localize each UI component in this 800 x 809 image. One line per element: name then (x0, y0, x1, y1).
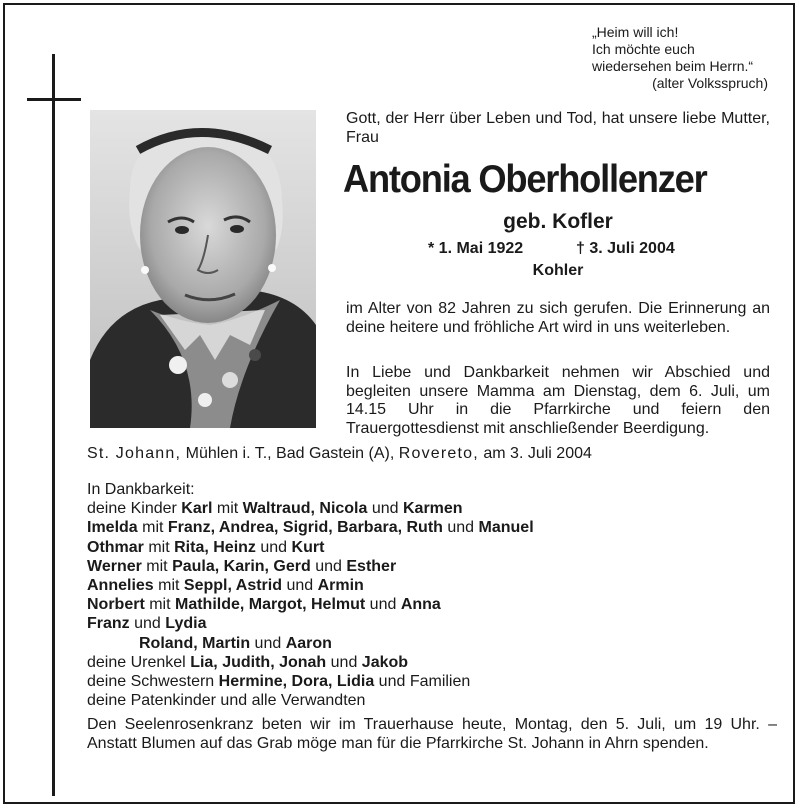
mourners-row (87, 614, 777, 633)
great-grandchildren-row (87, 653, 777, 672)
mourner-name: Mathilde, Margot, Helmut (175, 596, 366, 614)
mourners-row (87, 538, 777, 557)
mourner-name: Othmar (87, 538, 144, 556)
connector-text: und (365, 596, 401, 614)
mourners-row (87, 557, 777, 576)
mourner-name: Annelies (87, 577, 154, 595)
mourners-row (87, 634, 777, 653)
notice-date: am 3. Juli 2004 (483, 445, 592, 462)
connector-text: und (255, 538, 292, 556)
birth-date: * 1. Mai 1922 (428, 240, 524, 257)
place-muehlen: Mühlen i. T., Bad Gastein (A), (185, 445, 395, 462)
connector-text: und (326, 653, 362, 671)
mourner-name: Jakob (361, 653, 409, 671)
mourners-row (87, 518, 777, 537)
mourner-name: Manuel (478, 519, 534, 537)
mourner-name: Franz (87, 615, 130, 633)
mourner-name: Waltraud, Nicola (242, 500, 368, 518)
mourner-name: Werner (87, 557, 142, 575)
body-text-2: In Liebe und Dankbarkeit nehmen wir Abschied und begleiten unsere Mamma am Dienstag, dem 6. Juli, um 14.15 Uhr in die Pfarrkirche und feiern den Trauergottesdienst mit anschließender Beerdigung. (346, 364, 770, 437)
intro-text: Gott, der Herr über Leben und Tod, hat unsere liebe Mutter, Frau (346, 110, 770, 146)
connector-text: mit (144, 596, 175, 614)
portrait-photo-image (90, 110, 316, 428)
mourner-name: Esther (346, 557, 397, 575)
mourner-name: Karmen (403, 500, 463, 518)
cross-icon-horizontal (27, 98, 81, 101)
great-grandchildren-prefix: deine Urenkel (87, 653, 186, 671)
mourners-row (87, 595, 777, 614)
mourner-name: Rita, Heinz (174, 538, 256, 556)
connector-text: mit (141, 557, 173, 575)
mourner-name: Karl (181, 500, 213, 518)
connector-text: mit (212, 500, 243, 518)
connector-text: mit (153, 577, 184, 595)
portrait-photo (90, 110, 316, 428)
sisters-prefix: deine Schwestern (87, 673, 215, 691)
quote-line: Ich möchte euch (592, 41, 695, 57)
mourner-name: Franz, Andrea, Sigrid, Barbara, Ruth (167, 519, 443, 537)
mourner-name: Paula, Karin, Gerd (172, 557, 311, 575)
children-prefix: deine Kinder (87, 500, 177, 518)
maiden-name: geb. Kofler (503, 210, 613, 233)
mourners-heading: In Dankbarkeit: (87, 481, 195, 498)
house-name: Kohler (532, 262, 584, 279)
place-and-date (87, 445, 787, 463)
quote-source: (alter Volksspruch) (652, 75, 768, 91)
connector-text: und (129, 615, 166, 633)
closing-text: Den Seelenrosenkranz beten wir im Trauerhause heute, Montag, den 5. Juli, um 19 Uhr. – Anstatt Blumen auf das Grab möge man für die Pfarrkirche St. Johann in Ahrn spenden. (87, 716, 777, 752)
mourners-row (87, 576, 777, 595)
place-rovereto: Rovereto, (398, 445, 479, 462)
connector-text: und (310, 557, 347, 575)
connector-text: und (442, 519, 479, 537)
deceased-name: Antonia Oberhollenzer (343, 158, 707, 201)
mourner-name: Roland, Martin (139, 634, 251, 652)
mourners-list (87, 480, 777, 710)
connector-text: mit (143, 538, 175, 556)
sisters-row (87, 672, 777, 691)
mourner-name: Armin (317, 577, 364, 595)
mourner-name: Norbert (87, 596, 145, 614)
quote-line: „Heim will ich! (592, 24, 679, 40)
mourner-name: Seppl, Astrid (183, 577, 282, 595)
mourner-name: Lia, Judith, Jonah (190, 653, 327, 671)
mourner-name: Hermine, Dora, Lidia (218, 673, 375, 691)
epigraph-quote (592, 24, 782, 92)
cross-icon-vertical (52, 54, 55, 796)
death-date: † 3. Juli 2004 (576, 240, 675, 257)
place-st-johann: St. Johann, (87, 445, 182, 462)
godchildren-row: deine Patenkinder und alle Verwandten (87, 692, 366, 710)
connector-text: und (282, 577, 318, 595)
mourner-name: Aaron (285, 634, 332, 652)
body-text-1: im Alter von 82 Jahren zu sich gerufen. Die Erinnerung an deine heitere und fröhliche Art wird in uns weiterleben. (346, 300, 770, 336)
connector-text: und Familien (374, 673, 471, 691)
connector-text: mit (137, 519, 168, 537)
mourner-name: Imelda (87, 519, 138, 537)
connector-text: und (250, 634, 286, 652)
mourner-name: Kurt (291, 538, 325, 556)
connector-text: und (367, 500, 403, 518)
quote-line: wiedersehen beim Herrn.“ (592, 58, 754, 74)
mourner-name: Anna (400, 596, 441, 614)
mourners-row (87, 499, 777, 518)
mourner-name: Lydia (165, 615, 207, 633)
